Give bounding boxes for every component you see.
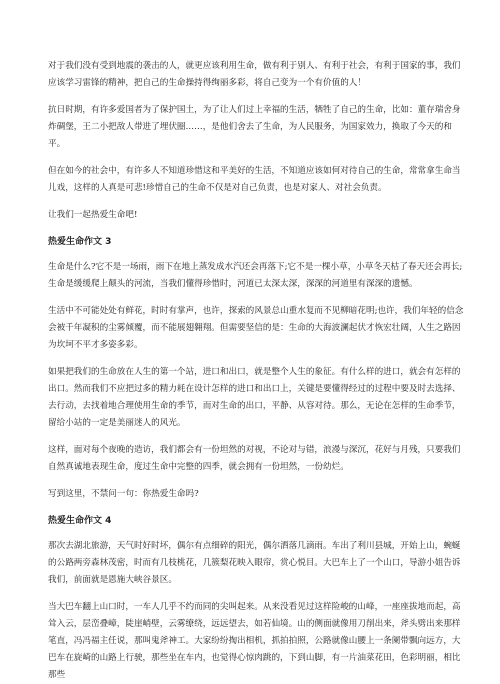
paragraph-society: 但在如今的社会中，有许多人不知道珍惜这和平美好的生活，不知道应该如何对待自己的生命，常常拿生命当儿戏，这样的人真是可悲!珍惜自己的生命不仅是对自己负责，也是对家人、对社会负责。 — [48, 166, 461, 193]
paragraph-anti-japanese: 抗日时期，有许多爱国者为了保护国土，为了让人们过上幸福的生活，牺牲了自己的生命，比如：董存瑞舍身炸碉堡，王二小把敌人带进了埋伏圈……，是他们舍去了生命，为人民服务，为国家效力，换取了今天的和平。 — [48, 105, 461, 149]
s3-paragraph-2: 生活中不可能处处有鲜花，时时有掌声，也许，探索的风景总山重水复而不见柳暗花明;也许，我们年轻的信念会被千年凝积的尘雾倾覆，而不能展翅翱翔。但需要坚信的是：生命的大海波澜起伏才恢宏壮阔，人生之路因为坎坷不平才多姿多彩。 — [48, 306, 464, 350]
top-spacer — [48, 0, 464, 58]
s3-paragraph-3: 如果把我们的生命放在人生的第一个站，进口和出口，就是整个人生的象征。有什么样的进口，就会有怎样的出口。然而我们不应把过多的精力耗在设计怎样的进口和出口上，关键是要懂得经过的过程中要及时去选择、去行动，去找着地合理使用生命的季节，而对生命的出口，平静、从容对待。那么，无论在怎样的生命季节，留给小站的一定是美丽迷人的风光。 — [48, 367, 461, 428]
s4-paragraph-1: 那次去湖北旅游，天气时好时坏，偶尔有点细碎的阳光，偶尔洒落几滴雨。车出了利川县城，开始上山，蜿蜒的公路两旁森林茂密，时而有几枝桃花，几簇梨花映入眼帘，赏心悦目。大巴车上了一个山口，导游小姐告诉我们，前面就是恩施大峡谷景区。 — [48, 541, 461, 585]
s3-paragraph-5: 写到这里，不禁问一句：你热爱生命吗? — [48, 489, 199, 499]
s3-paragraph-4: 这样，面对每个夜晚的造访，我们都会有一份坦然的对视，不论对与错，浪漫与深沉，花好与月残，只要我们自然真诚地表现生命，度过生命中完整的四季，就会拥有一份坦然，一份幼烂。 — [48, 445, 461, 472]
section-heading-4: 热爱生命作文 4 — [48, 516, 112, 526]
paragraph-earthquake: 对于我们没有受到地震的袭击的人，就更应该利用生命，做有利于别人、有利于社会，有利于国家的事，我们应该学习雷锋的精神，把自己的生命操持得绚丽多彩，将自己变为一个有价值的人！ — [48, 61, 461, 88]
section-heading-3: 热爱生命作文 3 — [48, 237, 112, 247]
s4-paragraph-2: 当大巴车翻上山口时，一车人几乎不约而同的尖叫起来。从来没看见过这样险峻的山峰，一座座拔地而起，高耸入云，层峦叠嶂，陡崖峭壁，云雾缭绕，远远望去，如若仙境。山的侧面就像用刀削出来，斧头劈出来那样笔直，冯冯福主任说，那叫鬼斧神工。大家纷纷掏出相机，抓拍拍照，公路就像山腰上一条阑带飘向远方，大巴车在旋崎的山路上行驶，那些坐在车内，也觉得心惊肉跳的，下到山脚，有一片油菜花田，色彩明丽，相比那些 — [48, 602, 461, 680]
paragraph-love-life: 让我们一起热爱生命吧! — [48, 210, 138, 220]
s3-paragraph-1: 生命是什么?它不是一场雨，雨下在地上蒸发成水汽还会再落下;它不是一棵小草，小草冬天枯了春天还会再长;生命是缓缓爬上颠头的河流，当我们懂得珍惜时，河道已太深太深，深深的河道里有深深的遗憾。 — [48, 262, 463, 289]
